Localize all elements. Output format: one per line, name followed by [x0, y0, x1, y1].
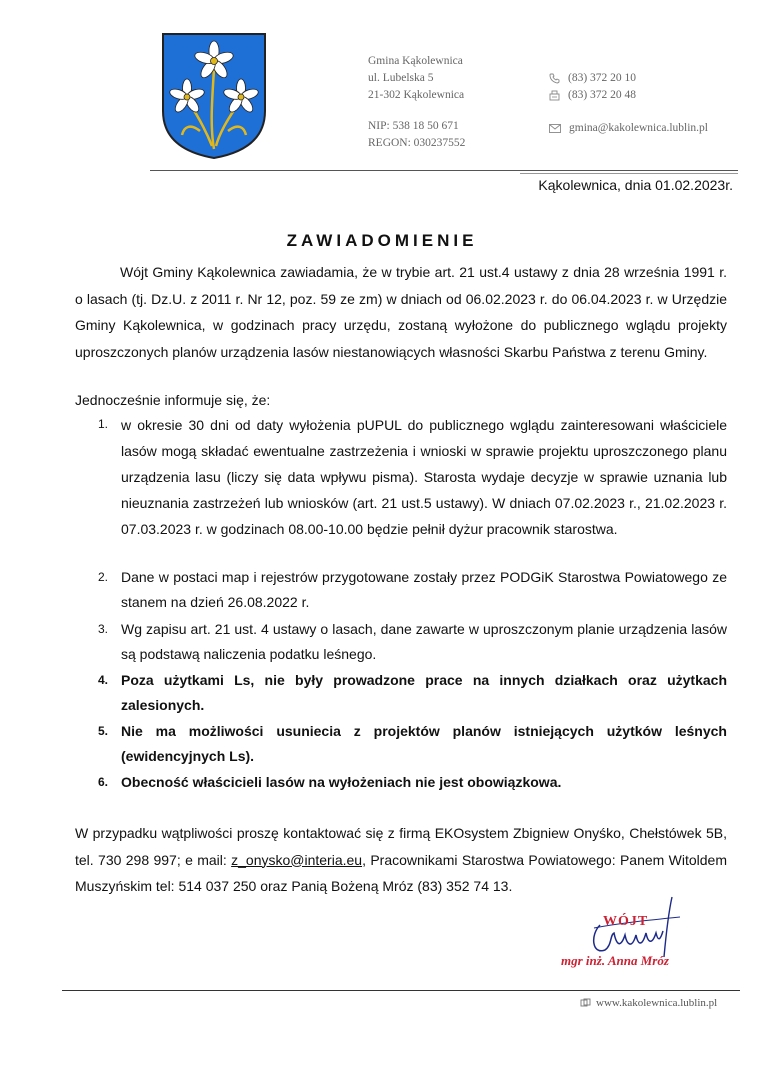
list-item-text: w okresie 30 dni od daty wyłożenia pUPUL do publicznego wglądu zainteresowani właściciele lasów mogą składać ewentualne zastrzeżenia i wnioski w sprawie projektu uproszczonego planu urządzenia lasu (liczy się data wpływu pisma). Starosta wydaje decyzje w sprawie uznania lub nieuznania zastrzeżeń lub wniosków (art. 21 ust.5 ustawy). W dniach 07.02.2023 r., 21.02.2023 r. 07.03.2023 r. w godzinach 08.00-10.00 będzie pełnił dyżur pracownik starostwa. [121, 417, 727, 537]
list-item-number: 1. [98, 417, 109, 431]
contact-text-before: W przypadku wątpliwości proszę kontaktować się z firmą EKOsystem Zbigniew Onyśko, Chełstówek 5B, tel. 730 298 997; e mail: [75, 825, 727, 868]
date-line: Kąkolewnica, dnia 01.02.2023r. [538, 177, 733, 193]
letterhead-contacts [549, 70, 636, 104]
nip: NIP: 538 18 50 671 [368, 120, 459, 132]
also-informs-line: Jednocześnie informuje się, że: [75, 392, 271, 408]
list-item-number: 3. [98, 622, 109, 636]
coat-of-arms-logo [160, 31, 268, 161]
letterhead-address [368, 53, 464, 104]
phone-icon [549, 73, 560, 84]
footer-website[interactable]: www.kakolewnica.lublin.pl [596, 997, 718, 1009]
list-item [75, 770, 727, 795]
header-divider-accent [520, 173, 738, 174]
signature-role: WÓJT [603, 914, 649, 929]
envelope-icon [549, 124, 561, 133]
list-item-text: Nie ma możliwości usuniecia z projektów planów istniejących użytków leśnych (ewidencyjnych Ls). [121, 723, 727, 764]
footer-divider [62, 990, 740, 991]
list-item-text: Poza użytkami Ls, nie były prowadzone prace na innych działkach oraz użytkach zalesionych. [121, 672, 727, 713]
fax-icon [549, 90, 560, 101]
regon: REGON: 030237552 [368, 137, 466, 149]
postal-code: 21-302 Kąkolewnica [368, 89, 465, 101]
list-item [75, 617, 727, 667]
email-address: gmina@kakolewnica.lublin.pl [569, 122, 708, 134]
signature-name: mgr inż. Anna Mróz [561, 953, 669, 968]
phone-number: (83) 372 20 10 [568, 72, 637, 84]
contact-text-after: , Pracownikami Starostwa Powiatowego: Panem Witoldem Muszyńskim tel: 514 037 250 oraz Panią Bożeną Mróz (83) 352 74 13. [75, 851, 727, 894]
street: ul. Lubelska 5 [368, 72, 434, 84]
list-item [75, 412, 727, 542]
document-title: ZAWIADOMIENIE [286, 231, 478, 250]
list-item [75, 565, 727, 615]
list-item-number: 2. [98, 570, 109, 584]
letterhead-ids [368, 118, 465, 152]
org-name: Gmina Kąkolewnica [368, 55, 463, 67]
list-item [75, 719, 727, 769]
letterhead-email-row [549, 120, 708, 137]
list-item-number: 4. [98, 673, 109, 687]
list-item-text: Wg zapisu art. 21 ust. 4 ustawy o lasach, dane zawarte w uproszczonym planie urządzenia lasów są podstawą naliczenia podatku leśnego. [121, 621, 727, 662]
contact-email-link[interactable]: z_onysko@interia.eu [231, 851, 363, 868]
list-item-text: Obecność właścicieli lasów na wyłożeniach nie jest obowiązkowa. [121, 774, 562, 790]
intro-paragraph: Wójt Gminy Kąkolewnica zawiadamia, że w trybie art. 21 ust.4 ustawy z dnia 28 września 1991 r. o lasach (tj. Dz.U. z 2011 r. Nr 12, poz. 59 ze zm) w dniach od 06.02.2023 r. do 06.04.2023 r. w Urzędzie Gminy Kąkolewnica, w godzinach pracy urzędu, zostaną wyłożone do publicznego wglądu projekty uproszczonych planów urządzenia lasów niestanowiących własności Skarbu Państwa z terenu Gminy. [75, 264, 727, 360]
list-item-text: Dane w postaci map i rejestrów przygotowane zostały przez PODGiK Starostwa Powiatowego ze stanem na dzień 26.08.2022 r. [121, 569, 727, 610]
fax-number: (83) 372 20 48 [568, 89, 637, 101]
list-item-number: 5. [98, 724, 109, 738]
list-item [75, 668, 727, 718]
globe-icon [580, 998, 591, 1008]
footer-website-row [580, 997, 717, 1009]
header-divider [150, 170, 738, 171]
list-item-number: 6. [98, 775, 109, 789]
contact-paragraph [75, 820, 727, 900]
